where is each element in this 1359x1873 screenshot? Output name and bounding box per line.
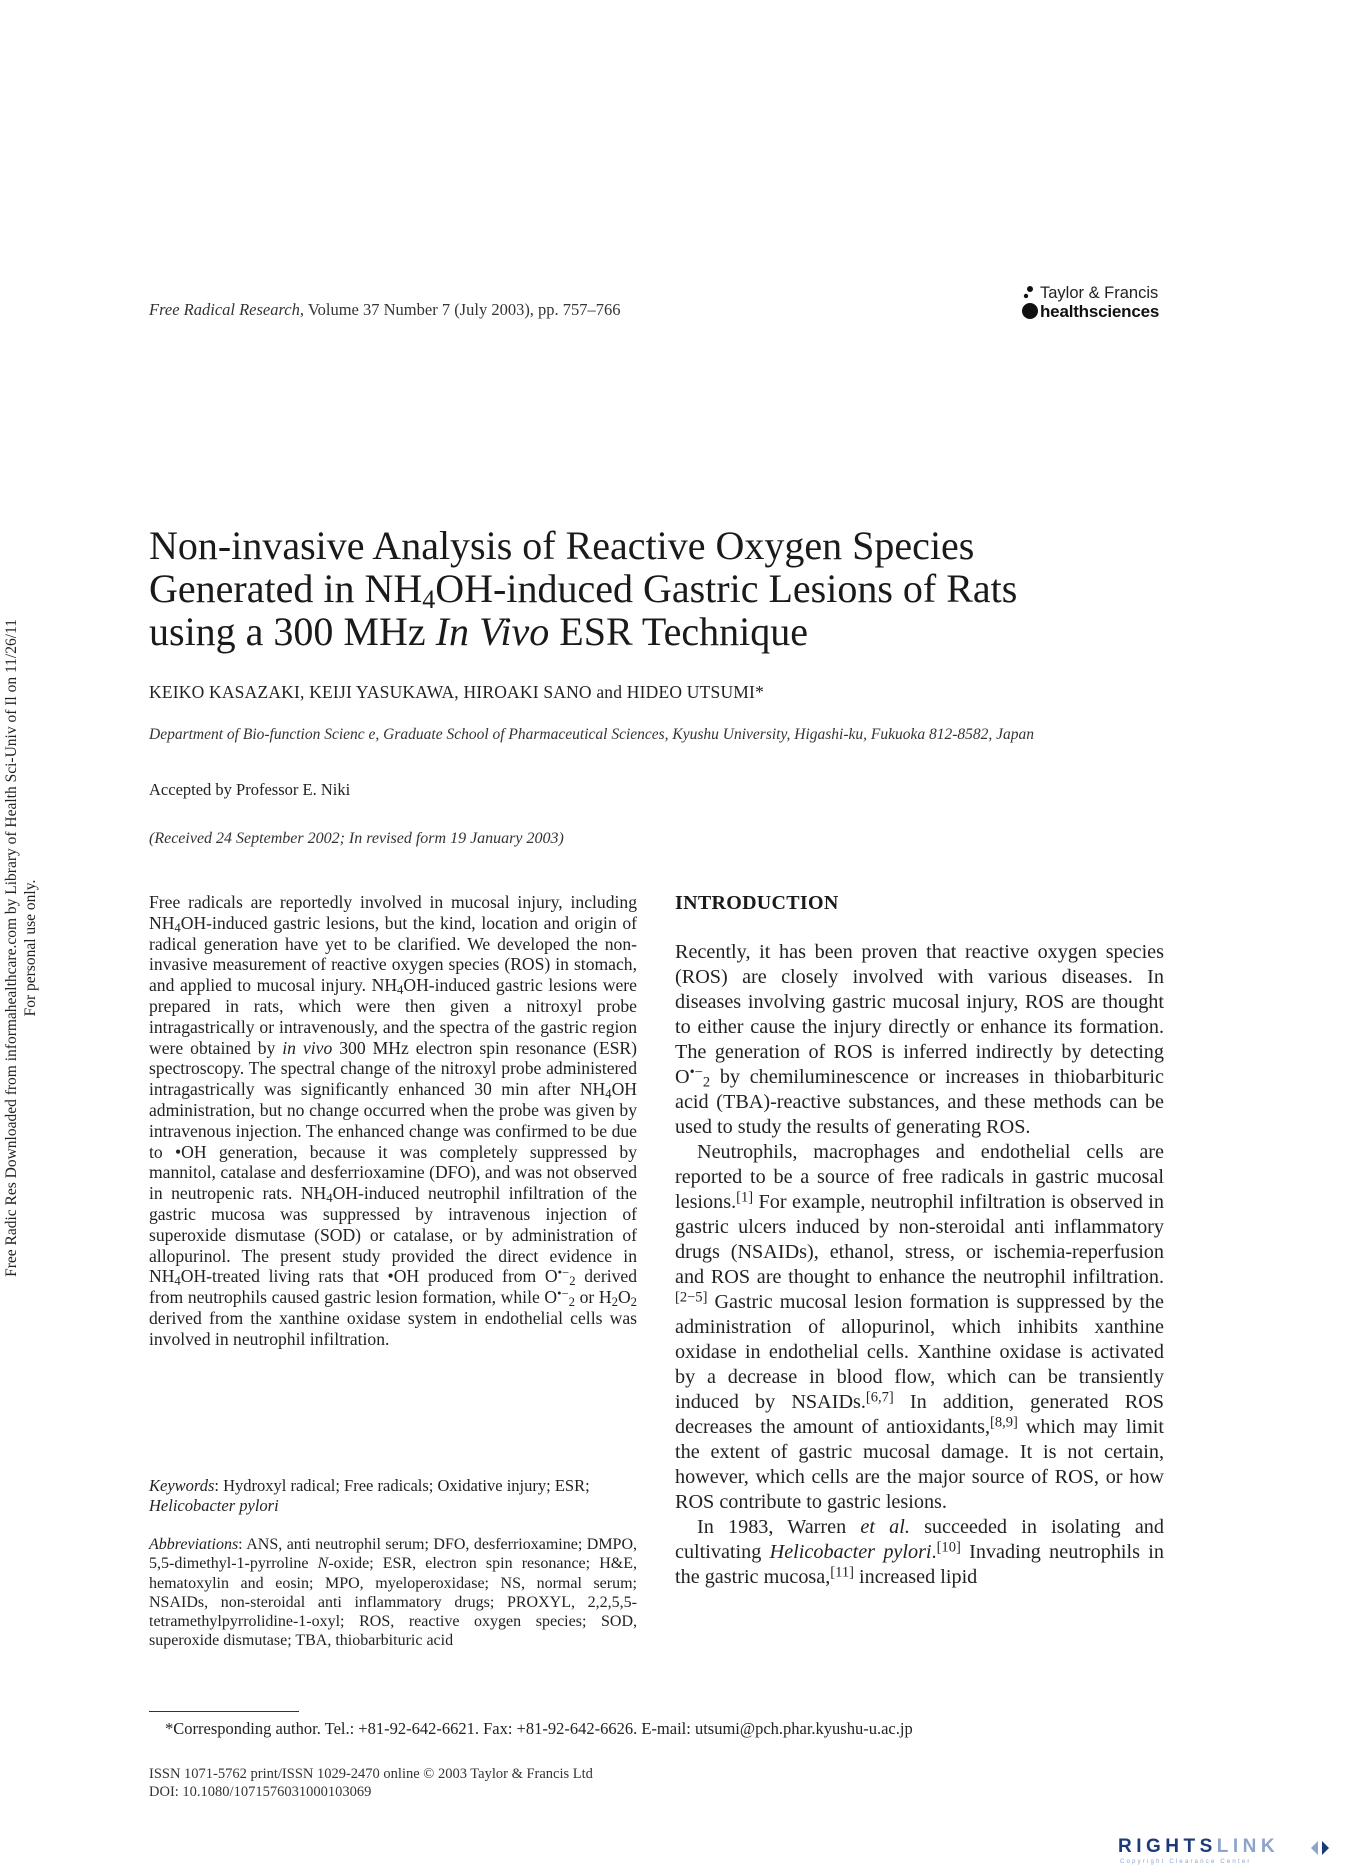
keywords-label: Keywords [149, 1476, 215, 1495]
title-line-2-part: OH-induced Gastric Lesions of Rats [435, 566, 1018, 611]
intro-italic: Helicobacter pylori [769, 1541, 932, 1563]
citation-ref: [1] [736, 1189, 754, 1206]
issn-line: ISSN 1071-5762 print/ISSN 1029-2470 online © 2003 Taylor & Francis Ltd [149, 1766, 593, 1782]
subscript: 2 [702, 1074, 711, 1091]
citation-ref: [10] [936, 1539, 961, 1556]
rightslink-logo [1118, 1836, 1338, 1866]
superscript: •− [689, 1064, 703, 1081]
abstract-segment: Free radicals are reportedly involved in mucosal injury, including NH [149, 892, 637, 933]
intro-paragraph-1 [675, 940, 1164, 1140]
abstract-segment: derived from neutrophils caused gastric lesion formation, while O [149, 1266, 637, 1308]
rightslink-bold: RIGHTS [1118, 1836, 1217, 1857]
title-line-2 [149, 566, 1199, 614]
intro-segment: succeeded in isolating and cultivating [675, 1516, 1164, 1563]
intro-segment: Neutrophils, macrophages and endothelial cells are reported to be a source of free radicals in gastric mucosal lesions. [675, 1141, 1164, 1213]
intro-segment: . [931, 1541, 937, 1563]
abstract-segment: OH-treated living rats that •OH produced from O [180, 1266, 558, 1287]
subscript: 4 [397, 983, 404, 998]
citation-ref: [2−5] [675, 1289, 708, 1306]
keywords [149, 1476, 637, 1516]
title-subscript: 4 [422, 585, 436, 614]
intro-segment: which may limit the extent of gastric mucosal damage. It is not certain, however, which cells are the major source of ROS, or how ROS contribute to gastric lesions. [675, 1416, 1164, 1513]
introduction-heading: INTRODUCTION [675, 892, 839, 914]
rightslink-arrows-icon [1308, 1839, 1332, 1857]
received-dates: (Received 24 September 2002; In revised form 19 January 2003) [149, 830, 564, 847]
subscript: 2 [568, 1295, 575, 1310]
subscript: 2 [569, 1274, 576, 1289]
article-title [149, 524, 1199, 653]
doi-line: DOI: 10.1080/1071576031000103069 [149, 1784, 372, 1800]
title-line-1: Non-invasive Analysis of Reactive Oxygen Species [149, 523, 975, 568]
intro-paragraph-3 [675, 1515, 1164, 1590]
intro-segment: Recently, it has been proven that reactive oxygen species (ROS) are closely involved with various diseases. In diseases involving gastric mucosal injury, ROS are thought to either cause the injury directly or enhance its formation. The generation of ROS is inferred indirectly by detecting O [675, 941, 1164, 1088]
abstract-segment: OH-induced gastric lesions were prepared in rats, which were then given a nitroxyl probe intragastrically or intravenously, and the spectra of the gastric region were obtained by [149, 975, 637, 1058]
abbreviations-label: Abbreviations [149, 1536, 239, 1553]
citation-ref: [6,7] [865, 1389, 894, 1406]
subscript: 2 [611, 1295, 618, 1310]
citation-ref: [11] [830, 1564, 854, 1581]
rightslink-light: LINK [1216, 1836, 1280, 1857]
keywords-text: : Hydroxyl radical; Free radicals; Oxidative injury; ESR; [214, 1476, 590, 1495]
subscript: 2 [630, 1295, 637, 1310]
publisher-logo-bottom: healthsciences [1040, 302, 1160, 321]
citation-ref: [8,9] [990, 1414, 1018, 1431]
keywords-italic: Helicobacter pylori [149, 1496, 279, 1515]
abstract-segment: 300 MHz electron spin resonance (ESR) spectroscopy. The spectral change of the nitroxyl probe administered intragastrically was significantly enhanced 30 min after NH [149, 1037, 637, 1100]
subscript: 4 [326, 1191, 333, 1206]
intro-segment: increased lipid [853, 1566, 978, 1588]
journal-details: , Volume 37 Number 7 (July 2003), pp. 757–766 [299, 300, 621, 319]
publisher-logo [1020, 284, 1170, 324]
subscript: 4 [174, 920, 181, 935]
issn-block [149, 1765, 593, 1801]
author-list: KEIKO KASAZAKI, KEIJI YASUKAWA, HIROAKI SANO and HIDEO UTSUMI* [149, 682, 765, 702]
abstract-segment: OH administration, but no change occurred when the probe was given by intravenous injection. The enhanced change was confirmed to be due to •OH generation, because it was completely suppressed by mannitol, catalase and desferrioxamine (DFO), and was not observed in neutropenic rats. NH [149, 1079, 637, 1204]
publisher-logo-top: Taylor & Francis [1040, 284, 1159, 302]
footnote-rule [149, 1711, 299, 1712]
intro-segment: In 1983, Warren [697, 1516, 861, 1538]
abstract-italic: in vivo [282, 1037, 333, 1058]
accepted-by: Accepted by Professor E. Niki [149, 780, 351, 799]
download-note-line2: For personal use only. [22, 879, 39, 1017]
journal-citation [149, 300, 621, 320]
abstract-text [149, 892, 637, 1350]
publisher-logo-dots-icon [1020, 284, 1040, 320]
abbreviations-text: : ANS, anti neutrophil serum; DFO, desferrioxamine; DMPO, 5,5-dimethyl-1-pyrroline [149, 1536, 637, 1573]
download-note [2, 588, 48, 1308]
abstract-segment: derived from the xanthine oxidase system in endothelial cells was involved in neutrophil infiltration. [149, 1307, 637, 1349]
abbreviations [149, 1535, 637, 1651]
title-line-3-part: using a 300 MHz [149, 609, 436, 654]
introduction-body [675, 940, 1164, 1590]
intro-segment: Invading neutrophils in the gastric mucosa, [675, 1541, 1164, 1588]
subscript: 4 [605, 1087, 612, 1102]
abstract-segment: O [617, 1287, 631, 1308]
intro-segment: For example, neutrophil infiltration is observed in gastric ulcers induced by non-steroidal anti inflammatory drugs (NSAIDs), ethanol, stress, or ischemia-reperfusion and ROS are thought to enhance the neutrophil infiltration. [675, 1191, 1164, 1288]
abbreviations-italic: N [317, 1555, 329, 1573]
intro-segment: Gastric mucosal lesion formation is suppressed by the administration of allopurinol, which inhibits xanthine oxidase in endothelial cells. Xanthine oxidase is activated by a decrease in blood flow, which can be transiently induced by NSAIDs. [675, 1291, 1164, 1413]
intro-segment: In addition, generated ROS decreases the amount of antioxidants, [675, 1391, 1164, 1438]
rightslink-wordmark [1118, 1836, 1279, 1858]
abstract-segment: OH-induced neutrophil infiltration of the gastric mucosa was suppressed by intravenous injection of superoxide dismutase (SOD) or catalase, or by administration of allopurinol. The present study provided the direct evidence in NH [149, 1183, 637, 1287]
download-note-line1: Free Radic Res Downloaded from informahealthcare.com by Library of Health Sci-Univ of Il on 11/26/11 [3, 619, 20, 1277]
abstract-segment: OH-induced gastric lesions, but the kind, location and origin of radical generation have yet to be clarified. We developed the non-invasive measurement of reactive oxygen species (ROS) in stomach, and applied to mucosal injury. NH [149, 912, 637, 996]
title-line-2-part: Generated in NH [149, 566, 423, 611]
corresponding-author-footnote: *Corresponding author. Tel.: +81-92-642-6621. Fax: +81-92-642-6626. E-mail: utsumi@pch.phar.kyushu-u.ac.jp [165, 1719, 913, 1738]
abstract-segment: or H [575, 1287, 612, 1308]
abstract [149, 892, 637, 1350]
title-line-3 [149, 610, 1199, 653]
intro-segment: by chemiluminescence or increases in thiobarbituric acid (TBA)-reactive substances, and these methods can be used to study the results of generating ROS. [675, 1066, 1164, 1138]
rightslink-subtitle: Copyright Clearance Center [1120, 1859, 1252, 1865]
abbreviations-text: -oxide; ESR, electron spin resonance; H&E, hematoxylin and eosin; MPO, myeloperoxidase; NS, normal serum; NSAIDs, non-steroidal anti inflammatory drugs; PROXYL, 2,2,5,5-tetramethylpyrrolidine-1-oxyl; ROS, reactive oxygen species; SOD, superoxide dismutase; TBA, thiobarbituric acid [149, 1555, 638, 1650]
affiliation: Department of Bio-function Scienc e, Graduate School of Pharmaceutical Sciences, Kyushu University, Higashi-ku, Fukuoka 812-8582, Japan [149, 726, 1035, 743]
subscript: 4 [174, 1274, 181, 1289]
intro-paragraph-2 [675, 1140, 1164, 1515]
title-italic: In Vivo [435, 609, 550, 654]
journal-name: Free Radical Research [149, 300, 300, 319]
title-line-3-part: ESR Technique [549, 609, 808, 654]
superscript: •− [557, 1286, 569, 1301]
intro-italic: et al. [860, 1516, 910, 1538]
superscript: •− [557, 1265, 570, 1280]
